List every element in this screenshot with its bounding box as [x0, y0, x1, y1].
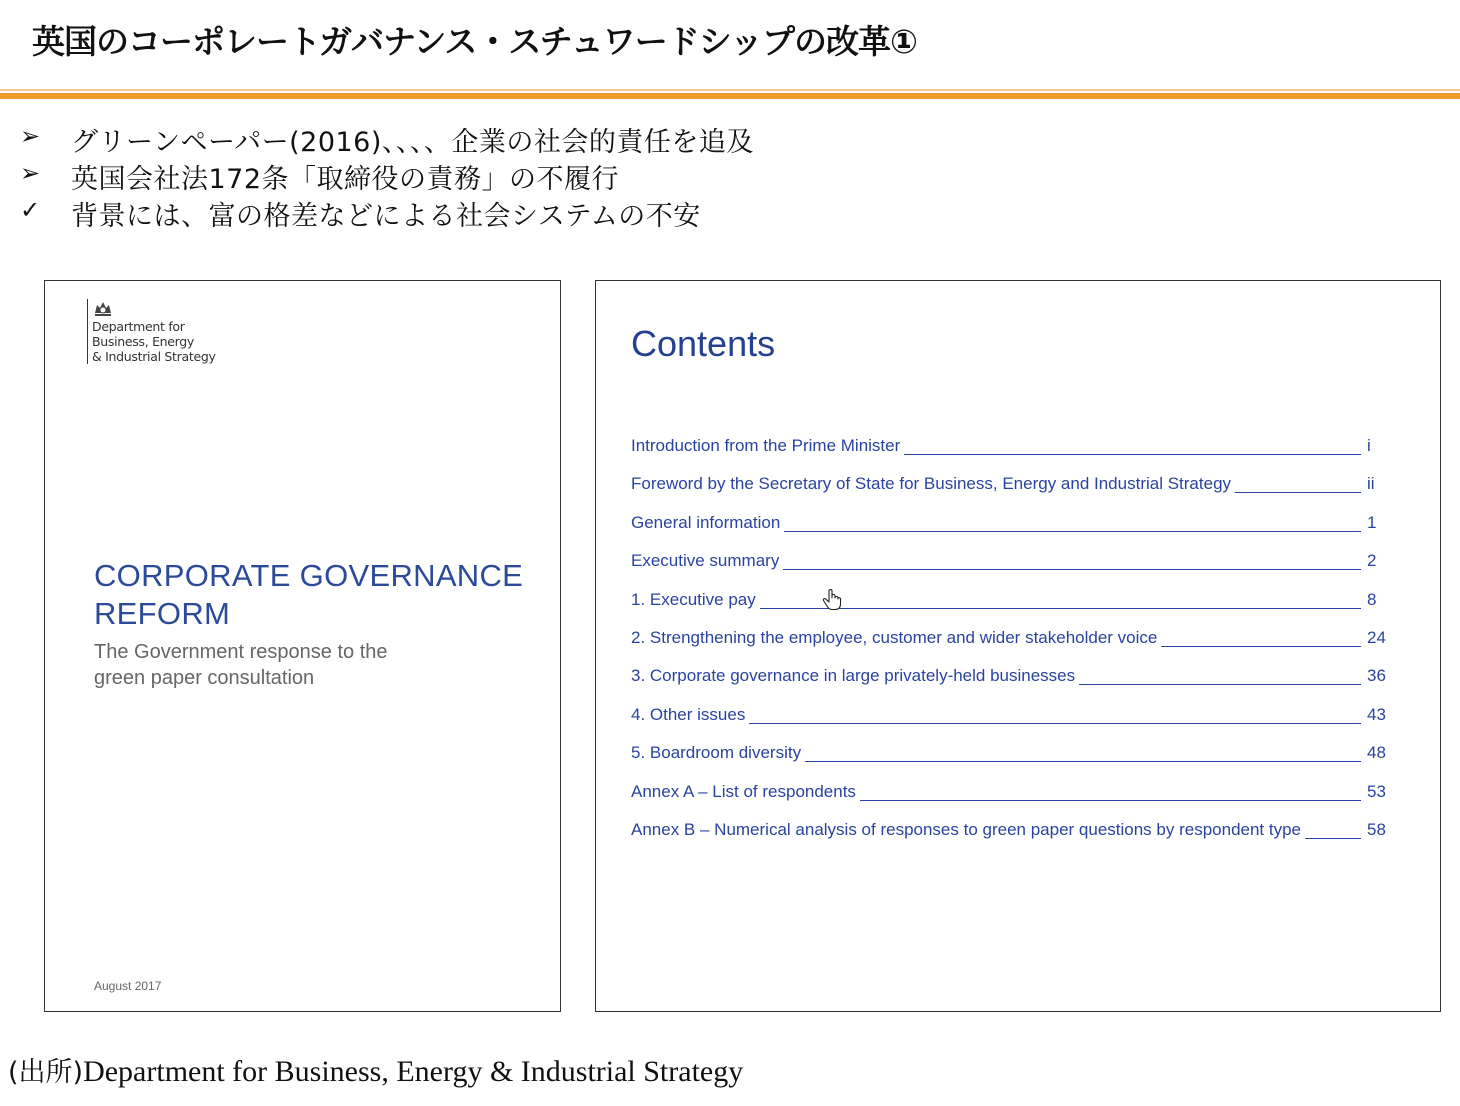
toc-item-page: ii	[1367, 474, 1375, 494]
toc-item-label: Annex A – List of respondents	[631, 781, 856, 801]
bullet-text: 背景には、富の格差などによる社会システムの不安	[71, 201, 701, 232]
toc-item[interactable]	[631, 780, 1391, 818]
cover-date: August 2017	[94, 979, 162, 993]
toc-item-label: 3. Corporate governance in large privately-held businesses	[631, 666, 1076, 686]
toc-leader-line	[1235, 472, 1361, 493]
arrow-bullet-icon: ➢	[20, 122, 41, 150]
toc-item-label: Introduction from the Prime Minister	[631, 436, 901, 455]
toc-item-page: 2	[1367, 551, 1377, 571]
cover-title-line: CORPORATE GOVERNANCE	[94, 558, 524, 593]
toc-leader-line	[904, 434, 1361, 455]
toc-item[interactable]	[631, 511, 1391, 549]
toc-item[interactable]	[631, 626, 1391, 664]
toc-item[interactable]	[631, 434, 1391, 472]
toc-leader-line	[784, 511, 1361, 532]
toc-leader-line	[783, 549, 1361, 570]
cover-subtitle	[94, 639, 454, 691]
source-text: Department for Business, Energy & Industrial Strategy	[83, 1055, 744, 1088]
toc-item[interactable]	[631, 818, 1391, 856]
contents-heading: Contents	[631, 323, 776, 364]
toc-item-label: Annex B – Numerical analysis of responses to green paper questions by respondent type	[631, 819, 1302, 839]
toc-item-page: 43	[1367, 704, 1386, 724]
royal-crest-icon	[92, 299, 114, 317]
toc-item[interactable]	[631, 588, 1391, 626]
toc-item-label: Foreword by the Secretary of State for Business, Energy and Industrial Strategy	[631, 474, 1232, 494]
cover-title-line: REFORM	[94, 596, 231, 631]
toc-item-page: 48	[1367, 743, 1386, 763]
toc-item-label: 2. Strengthening the employee, customer and wider stakeholder voice	[631, 627, 1158, 647]
hand-pointer-icon	[822, 589, 842, 611]
toc-item[interactable]	[631, 549, 1391, 587]
cover-subtitle-line: The Government response to the	[94, 641, 388, 663]
department-logo	[87, 299, 216, 364]
department-name-line: & Industrial Strategy	[92, 349, 216, 364]
toc-item-label: Executive summary	[631, 551, 780, 571]
check-bullet-icon: ✓	[20, 196, 41, 224]
bullet-text: グリーンペーパー(2016)、、、、企業の社会的責任を追及	[71, 127, 754, 158]
toc-item-page: 36	[1367, 666, 1386, 686]
toc-item[interactable]	[631, 664, 1391, 702]
toc-item-page: 24	[1367, 627, 1386, 647]
toc-leader-line	[749, 703, 1361, 724]
toc-leader-line	[1161, 626, 1361, 647]
toc-item[interactable]	[631, 741, 1391, 779]
title-underline-thin	[0, 89, 1460, 91]
bullet-text: 英国会社法172条「取締役の責務」の不履行	[71, 164, 620, 195]
toc-leader-line	[1305, 818, 1361, 839]
source-prefix: (出所)	[8, 1057, 84, 1088]
toc-item-page: 53	[1367, 781, 1386, 801]
toc-item[interactable]	[631, 472, 1391, 510]
toc-leader-line	[860, 780, 1361, 801]
title-underline-thick	[0, 93, 1460, 99]
department-name-line: Department for	[92, 319, 185, 334]
toc-item-label: 4. Other issues	[631, 704, 746, 724]
toc-leader-line	[805, 741, 1361, 762]
toc-item-page: 58	[1367, 819, 1386, 839]
department-name-line: Business, Energy	[92, 334, 195, 349]
cover-title	[94, 557, 534, 633]
toc-item-label: General information	[631, 512, 781, 532]
toc-item-label: 5. Boardroom diversity	[631, 743, 802, 763]
toc-leader-line	[760, 588, 1361, 609]
source-citation	[8, 1050, 743, 1089]
contents-page	[595, 280, 1441, 1012]
toc-item-page: 1	[1367, 512, 1377, 532]
report-cover-page	[44, 280, 561, 1012]
table-of-contents	[631, 434, 1391, 856]
cover-subtitle-line: green paper consultation	[94, 667, 315, 689]
toc-leader-line	[1079, 664, 1361, 685]
slide-title: 英国のコーポレートガバナンス・スチュワードシップの改革①	[32, 22, 918, 61]
toc-item-page: i	[1367, 436, 1371, 455]
toc-item-page: 8	[1367, 589, 1377, 609]
arrow-bullet-icon: ➢	[20, 159, 41, 187]
toc-item[interactable]	[631, 703, 1391, 741]
toc-item-label: 1. Executive pay	[631, 589, 756, 609]
